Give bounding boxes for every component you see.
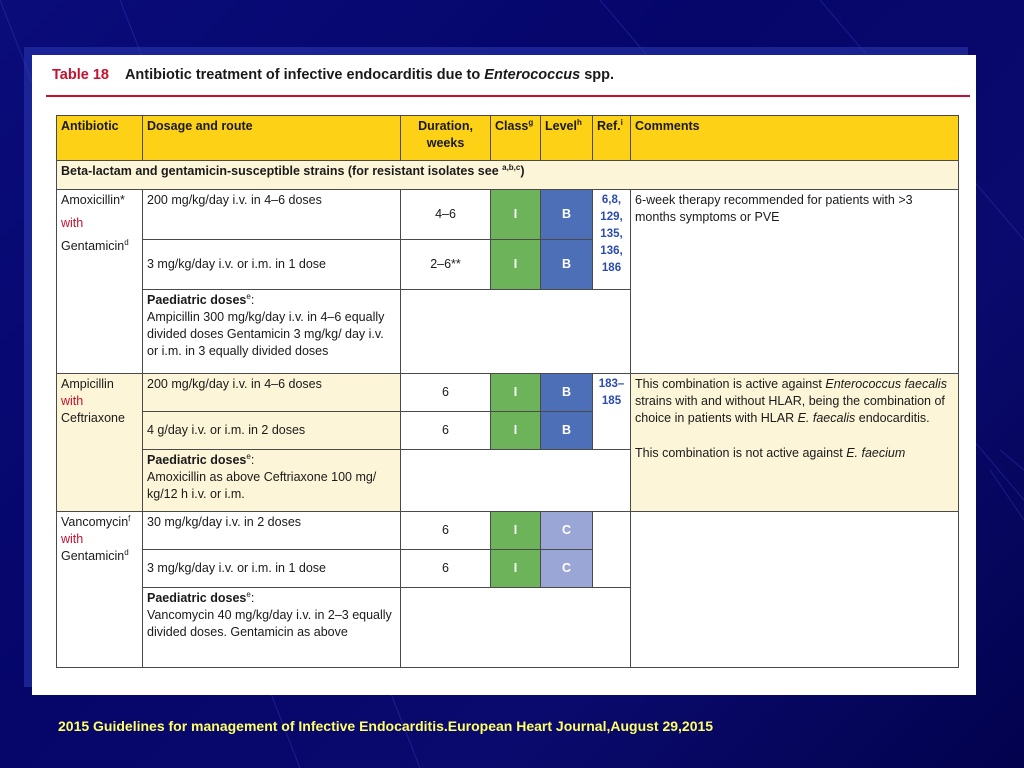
drug-name: Amoxicillin* [61, 193, 125, 207]
duration-cell: 6 [401, 550, 491, 588]
level-cell: B [541, 240, 593, 290]
comment-cell [631, 512, 959, 668]
duration-cell: 6 [401, 412, 491, 450]
header-level: Level$^h$ [541, 116, 593, 161]
dosage-cell: 200 mg/kg/day i.v. in 4–6 doses [143, 190, 401, 240]
class-cell: I [491, 240, 541, 290]
section-heading: Beta-lactam and gentamicin-susceptible strains (for resistant isolates see $^{a,b,c}$) [57, 161, 959, 190]
table-number: Table 18 [52, 67, 109, 83]
ref-cell: 6,8, 129, 135, 136, 186 [593, 190, 631, 290]
table-row [57, 374, 959, 412]
antibiotic-cell [57, 512, 143, 668]
level-cell: B [541, 412, 593, 450]
antibiotic-cell [57, 374, 143, 512]
table-row [57, 512, 959, 550]
antibiotic-table [56, 115, 959, 668]
dosage-cell: 3 mg/kg/day i.v. or i.m. in 1 dose [143, 240, 401, 290]
paediatric-dose-cell: Paediatric doses$^e$: Amoxicillin as above Ceftriaxone 100 mg/ kg/12 h i.v. or i.m. [143, 450, 401, 512]
dosage-cell: 30 mg/kg/day i.v. in 2 doses [143, 512, 401, 550]
header-comments: Comments [631, 116, 959, 161]
class-cell: I [491, 374, 541, 412]
ref-cell: 183– 185 [593, 374, 631, 450]
empty-cell [401, 290, 631, 374]
level-cell: B [541, 374, 593, 412]
duration-cell: 4–6 [401, 190, 491, 240]
table-panel [32, 55, 976, 695]
duration-cell: 6 [401, 512, 491, 550]
header-row [57, 116, 959, 161]
header-dosage: Dosage and route [143, 116, 401, 161]
empty-cell [401, 588, 631, 668]
drug-name: Ceftriaxone [61, 411, 125, 425]
with-label: with [61, 394, 84, 408]
class-cell: I [491, 190, 541, 240]
ref-cell [593, 512, 631, 588]
level-cell: C [541, 512, 593, 550]
level-cell: B [541, 190, 593, 240]
with-label: with [61, 532, 84, 546]
with-label: with [61, 216, 84, 230]
level-cell: C [541, 550, 593, 588]
drug-name: Gentamicin$^d$ [61, 237, 129, 253]
empty-cell [401, 450, 631, 512]
title-divider [46, 95, 970, 97]
duration-cell: 2–6** [401, 240, 491, 290]
table-row [57, 190, 959, 240]
paediatric-dose-cell: Paediatric doses$^e$: Vancomycin 40 mg/kg/day i.v. in 2–3 equally divided doses. Gentamicin as above [143, 588, 401, 668]
dosage-cell: 3 mg/kg/day i.v. or i.m. in 1 dose [143, 550, 401, 588]
class-cell: I [491, 512, 541, 550]
header-duration: Duration, weeks [401, 116, 491, 161]
drug-name: Vancomycin$^f$ [61, 513, 131, 529]
dosage-cell: 200 mg/kg/day i.v. in 4–6 doses [143, 374, 401, 412]
header-ref: Ref.$^i$ [593, 116, 631, 161]
class-cell: I [491, 412, 541, 450]
footer-citation: 2015 Guidelines for management of Infective Endocarditis.European Heart Journal,August 29,2015 [58, 718, 714, 734]
class-cell: I [491, 550, 541, 588]
table-title: Antibiotic treatment of infective endocarditis due to Enterococcus spp. [124, 67, 615, 83]
section-row [57, 161, 959, 190]
comment-cell: This combination is active against Enterococcus faecalis strains with and without HLAR, being the combination of choice in patients with HLAR E. faecalis endocarditis. This combination is not active against E. faecium [631, 374, 959, 512]
antibiotic-cell [57, 190, 143, 374]
drug-name: Gentamicin$^d$ [61, 547, 129, 563]
paediatric-dose-cell: Paediatric doses$^e$: Ampicillin 300 mg/kg/day i.v. in 4–6 equally divided doses Gentamicin 3 mg/kg/ day i.v. or i.m. in 3 equally divided doses [143, 290, 401, 374]
dosage-cell: 4 g/day i.v. or i.m. in 2 doses [143, 412, 401, 450]
drug-name: Ampicillin [61, 377, 114, 391]
duration-cell: 6 [401, 374, 491, 412]
comment-cell: 6-week therapy recommended for patients with >3 months symptoms or PVE [631, 190, 959, 374]
header-antibiotic: Antibiotic [57, 116, 143, 161]
header-class: Class$^g$ [491, 116, 541, 161]
table-caption [52, 67, 614, 83]
